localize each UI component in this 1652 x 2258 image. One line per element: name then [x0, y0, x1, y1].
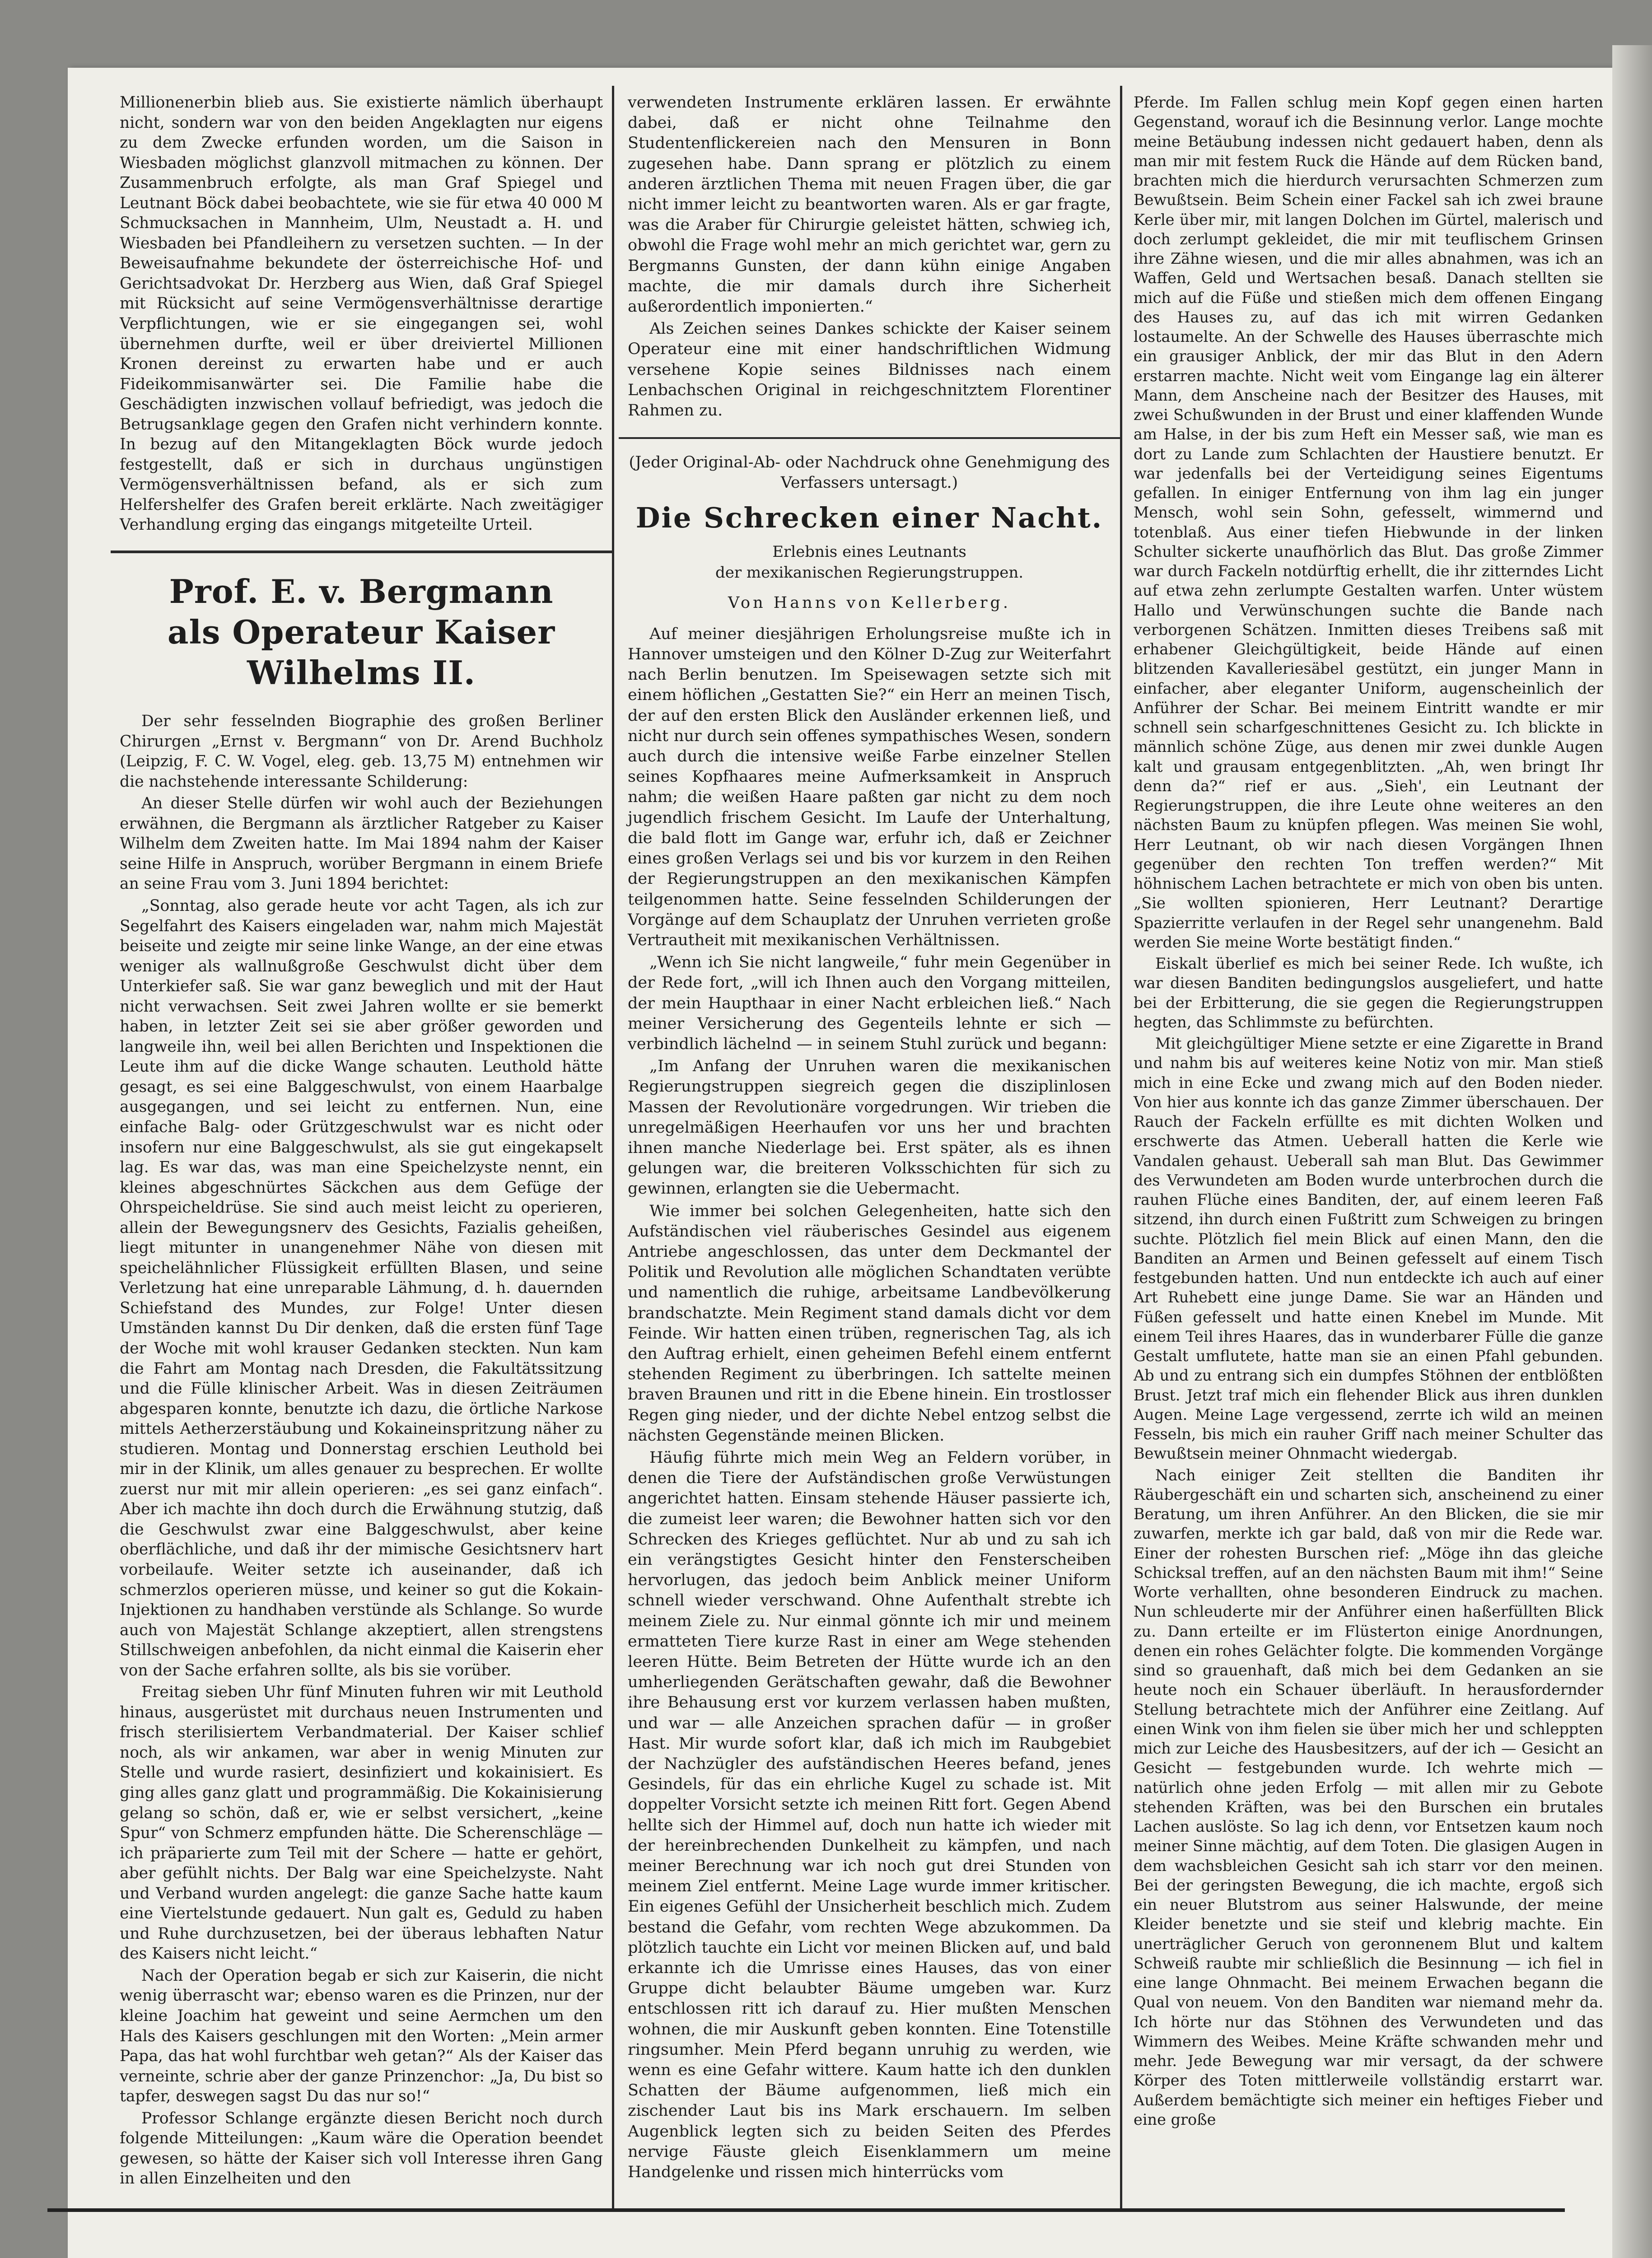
story-paragraph: Mit gleichgültiger Miene setzte er eine Zigarette in Brand und nahm bis auf weiteres keine Notiz von mir. Man stieß mich in eine Ecke und zwang mich auf den Boden nieder. Von hier aus konnte ich das ganze Zimmer überschauen. Der Rauch der Fackeln erfüllte es mit dichten Wolken und erschwerte das Atmen. Ueberall hatten die Kerle wie Vandalen gehaust. Ueberall sah man Blut. Das Gewimmer des Verwundeten am Boden wurde unterbrochen durch die rauhen Flüche eines Banditen, der, auf einem leeren Faß sitzend, ihn durch einen Fußtritt zum Schweigen zu bringen suchte. Plötzlich fiel mein Blick auf einen Mann, den die Banditen an Armen und Beinen gefesselt auf einem Tisch festgebunden hatten. Und nun entdeckte ich auch auf einer Art Ruhebett eine junge Dame. Sie war an Händen und Füßen gefesselt und hatte einen Knebel im Munde. Mit einem Teil ihres Haares, das in wunderbarer Fülle die ganze Gestalt umflutete, hatte man sie an einen Pfahl gebunden. Ab und zu entrang sich ein dumpfes Stöhnen der entblößten Brust. Jetzt traf mich ein flehender Blick aus ihren dunklen Augen. Meine Lage vergessend, zerrte ich wild an meinen Fesseln, bis mich ein rauher Griff nach meiner Schulter das Bewußtsein meiner Ohnmacht wiedergab.	[1134, 1035, 1603, 1463]
article-continuation: verwendeten Instrumente erklären lassen. Er erwähnte dabei, daß er nicht ohne Teilnahme den Studentenflickereien nach den Mensuren in Bonn zugesehen habe. Dann sprang er plötzlich zu einem anderen ärztlichen Thema mit neuen Fragen über, die gar nicht immer leicht zu beantworten waren. Als er gar fragte, was die Araber für Chirurgie geleistet hätten, schwieg ich, obwohl die Frage wohl mehr an mich gerichtet war, gern zu Bergmanns Gunsten, der dann kühn einige Angaben machte, die mir damals durch ihre Sicherheit außerordentlich imponierten.“	[628, 93, 1111, 316]
headline-line-1: Prof. E. v. Bergmann	[169, 572, 554, 611]
column-1	[120, 93, 603, 2191]
article-paragraph: „Sonntag, also gerade heute vor acht Tagen, als ich zur Segelfahrt des Kaisers eingeladen war, nahm mich Majestät beiseite und zeigte mir seine linke Wange, an der eine etwas weniger als wallnußgroße Geschwulst dicht über dem Unterkiefer saß. Sie war ganz beweglich und mit der Haut nicht verwachsen. Seit zwei Jahren wollte er sie bemerkt haben, in letzter Zeit sei sie aber größer geworden und langweile ihn, weil bei allen Berichten und Inspektionen die Leute ihm auf die dicke Wange schauten. Leuthold hätte gesagt, es sei eine Balggeschwulst, von einem Haarbalge ausgegangen, und sei leicht zu entfernen. Nun, eine einfache Balg- oder Grützgeschwulst war es nicht oder insofern nur eine Balggeschwulst, als sie gut eingekapselt lag. Es war das, was man eine Speichelzyste nennt, ein kleines abgeschnürtes Säckchen aus dem Gefüge der Ohrspeicheldrüse. Sie sind auch meist leicht zu operieren, allein der Bewegungsnerv des Gesichts, Fazialis geheißen, liegt mitunter in unangenehmer Nähe von diesen mit speichelähnlicher Flüssigkeit erfüllten Blasen, und seine Verletzung hat eine unreparable Lähmung, d. h. dauernden Schiefstand des Mundes, zur Folge! Unter diesen Umständen kannst Du Dir denken, daß die ersten fünf Tage der Woche mit wohl krauser Gedanken steckten. Nun kam die Fahrt am Montag nach Dresden, die Fakultätssitzung und die Fülle klinischer Arbeit. Was in diesen Zeiträumen abgesparen konnte, benutzte ich dazu, die örtliche Narkose mittels Aetherzerstäubung und Kokaineinspritzung näher zu studieren. Montag und Donnerstag erschien Leuthold bei mir in der Klinik, um alles genauer zu besprechen. Er wollte zuerst nur mit mir allein operieren: „es sei ganz einfach“. Aber ich machte ihn doch durch die Erwähnung stutzig, daß die Geschwulst zwar eine Balggeschwulst, aber keine oberflächliche, und daß ihr der mimische Gesichtsnerv hart vorbeilaufe. Weiter setzte ich auseinander, daß ich schmerzlos operieren müsse, und keiner so gut die Kokain-Injektionen zu handhaben verstünde als Schlange. So wurde auch von Majestät Schlange akzeptiert, allen strengstens Stillschweigen anbefohlen, da nicht einmal die Kaiserin eher von der Sache erfahren sollte, als bis sie vorüber.	[120, 896, 603, 1680]
bottom-rule	[47, 2208, 1565, 2212]
reprint-note: (Jeder Original-Ab- oder Nachdruck ohne Genehmigung des Verfassers untersagt.)	[629, 453, 1110, 492]
story-paragraph: Nach einiger Zeit stellten die Banditen ihr Räubergeschäft ein und scharten sich, anscheinend zu einer Beratung, um ihren Anführer. An den Blicken, die sie mir zuwarfen, merkte ich gar bald, daß von mir die Rede war. Einer der rohesten Burschen rief: „Möge ihn das gleiche Schicksal treffen, auf an den nächsten Baum mit ihm!“ Seine Worte verhallten, ohne besonderen Eindruck zu machen. Nun schleuderte mir der Anführer einen haßerfüllten Blick zu. Dann erteilte er im Flüsterton einige Anordnungen, denen ein rohes Gelächter folgte. Die kommenden Vorgänge sind so grauenhaft, daß mich bei dem Gedanken an sie heute noch ein Schauer überläuft. In herausfordernder Stellung betrachtete mich der Anführer eine Zeitlang. Auf einen Wink von ihm fielen sie über mich her und schleppten mich zur Leiche des Hausbesitzers, auf der ich — Gesicht an Gesicht — festgebunden wurde. Ich wehrte mich — natürlich ohne jeden Erfolg — mit allen mir zu Gebote stehenden Kräften, was bei den Burschen ein brutales Lachen auslöste. So lag ich denn, vor Entsetzen kaum noch meiner Sinne mächtig, auf dem Toten. Die glasigen Augen in dem wachsbleichen Gesicht sah ich starr vor den meinen. Bei der geringsten Bewegung, die ich machte, ergoß sich ein neuer Blutstrom aus seiner Halswunde, der meine Kleider benetzte und sie steif und klebrig machte. Ein unerträglicher Geruch von geronnenem Blut und kaltem Schweiß raubte mir schließlich die Besinnung — ich fiel in eine lange Ohnmacht. Bei meinem Erwachen begann die Qual von neuem. Von den Banditen war niemand mehr da. Ich hörte nur das Stöhnen des Verwundeten und das Wimmern des Weibes. Meine Kräfte schwanden mehr und mehr. Jede Bewegung war mir versagt, da der schwere Körper des Toten mittlerweile vollständig erstarrt war. Außerdem bemächtigte sich meiner ein heftiges Fieber und eine große	[1134, 1466, 1603, 2128]
article-continuation: Millionenerbin blieb aus. Sie existierte nämlich überhaupt nicht, sondern war von den beiden Angeklagten nur eigens zu dem Zwecke erfunden worden, um die Saison in Wiesbaden möglichst glanzvoll mitmachen zu können. Der Zusammenbruch erfolgte, als man Graf Spiegel und Leutnant Böck dabei beobachtete, wie sie für etwa 40 000 M Schmucksachen in Mannheim, Ulm, Neustadt a. H. und Wiesbaden bei Pfandleihern zu versetzen suchten. — In der Beweisaufnahme bekundete der österreichische Hof- und Gerichtsadvokat Dr. Herzberg aus Wien, daß Graf Spiegel mit Rücksicht auf seine Vermögensverhältnisse derartige Verpflichtungen, wie er sie eingegangen sei, wohl übernehmen durfte, weil er über dreiviertel Millionen Kronen dereinst zu erwarten habe und er auch Fideikommisanwärter sei. Die Familie habe die Geschädigten inzwischen vollauf befriedigt, was jedoch die Betrugsanklage gegen den Grafen nicht verhindern konnte. In bezug auf den Mitangeklagten Böck wurde jedoch festgestellt, daß er sich in durchaus ungünstigen Vermögensverhältnissen befand, als er sich zum Helfershelfer des Grafen bereit erklärte. Nach zweitägiger Verhandlung erging das eingangs mitgeteilte Urteil.	[120, 93, 603, 534]
article-paragraph: Professor Schlange ergänzte diesen Bericht noch durch folgende Mitteilungen: „Kaum wäre die Operation beendet gewesen, so hätte der Kaiser sich voll Interesse ihren Gang in allen Einzelheiten und den	[120, 2109, 603, 2188]
story-paragraph: „Im Anfang der Unruhen waren die mexikanischen Regierungstruppen siegreich gegen die disziplinlosen Massen der Revolutionäre vorgedrungen. Wir trieben die unregelmäßigen Heerhaufen vor uns her und brachten ihnen manche Niederlage bei. Erst später, als es ihnen gelungen war, die breiteren Volksschichten für sich zu gewinnen, erlangten sie die Uebermacht.	[628, 1057, 1111, 1198]
article-paragraph: Der sehr fesselnden Biographie des großen Berliner Chirurgen „Ernst v. Bergmann“ von Dr. Arend Buchholz (Leipzig, F. C. W. Vogel, eleg. geb. 13,75 M) entnehmen wir die nachstehende interessante Schilderung:	[120, 712, 603, 791]
story-paragraph: Häufig führte mich mein Weg an Feldern vorüber, in denen die Tiere der Aufständischen große Verwüstungen angerichtet hatten. Einsam stehende Häuser passierte ich, die zumeist leer waren; die Bewohner hatten sich vor den Schrecken des Krieges geflüchtet. Nur ab und zu sah ich ein verängstigtes Gesicht hinter den Fensterscheiben hervorlugen, das jedoch beim Anblick meiner Uniform schnell wieder verschwand. Ohne Aufenthalt strebte ich meinem Ziele zu. Nur einmal gönnte ich mir und meinem ermatteten Tiere kurze Rast in einer am Wege stehenden leeren Hütte. Beim Betreten der Hütte wurde ich an den umherliegenden Gerätschaften gewahr, daß die Bewohner ihre Behausung erst vor kurzem verlassen haben mußten, und war — alle Anzeichen sprachen dafür — in großer Hast. Mir wurde sofort klar, daß ich mich im Raubgebiet der Nachzügler des aufständischen Heeres befand, jenes Gesindels, für das ein ehrliche Kugel zu schade ist. Mit doppelter Vorsicht setzte ich meinen Ritt fort. Gegen Abend hellte sich der Himmel auf, doch nun hatte ich wieder mit der hereinbrechenden Dunkelheit zu kämpfen, und nach meiner Berechnung war ich noch gut drei Stunden von meinem Ziel entfernt. Meine Lage wurde immer kritischer. Ein eigenes Gefühl der Unsicherheit beschlich mich. Zudem bestand die Gefahr, vom rechten Wege abzukommen. Da plötzlich tauchte ein Licht vor meinen Blicken auf, und bald erkannte ich die Umrisse eines Hauses, das von einer Gruppe dicht belaubter Bäume umgeben war. Kurz entschlossen ritt ich darauf zu. Hier mußten Menschen wohnen, die mir Auskunft geben konnten. Eine Totenstille ringsumher. Mein Pferd begann unruhig zu werden, wie wenn es eine Gefahr wittere. Kaum hatte ich den dunklen Schatten der Bäume aufgenommen, ließ mich ein zischender Laut bis ins Mark erschauern. Im selben Augenblick legten sich zu beiden Seiten des Pferdes nervige Fäuste gleich Eisenklammern um meine Handgelenke und rissen mich hinterrücks vom	[628, 1448, 1111, 2182]
headline	[120, 571, 603, 693]
story-paragraph: „Wenn ich Sie nicht langweile,“ fuhr mein Gegenüber in der Rede fort, „will ich Ihnen auch den Vorgang mitteilen, der mein Haupthaar in einer Nacht erbleichen ließ.“ Nach meiner Versicherung des Gegenteils lehnte er sich — verbindlich lächelnd — in seinem Stuhl zurück und begann:	[628, 953, 1111, 1053]
article-paragraph: Als Zeichen seines Dankes schickte der Kaiser seinem Operateur eine mit einer handschriftlichen Widmung versehene Kopie seines Bildnisses nach einem Lenbachschen Original in reichgeschnitztem Florentiner Rahmen zu.	[628, 320, 1111, 420]
column-3	[1134, 93, 1603, 2131]
story-continuation: Pferde. Im Fallen schlug mein Kopf gegen einen harten Gegenstand, worauf ich die Besinnung verlor. Lange mochte meine Betäubung indessen nicht gedauert haben, denn als man mir mit festem Ruck die Hände auf dem Rücken band, brachten mich die hierdurch verursachten Schmerzen zum Bewußtsein. Beim Schein einer Fackel sah ich zwei braune Kerle über mir, mit langen Dolchen im Gürtel, malerisch und doch zerlumpt gekleidet, die mir mit teuflischem Grinsen ihre Zähne wiesen, und die mir alles abnahmen, was ich an Waffen, Geld und Wertsachen besaß. Danach stellten sie mich auf die Füße und stießen mich dem offenen Eingang des Hauses zu, auf das ich mit wirren Gedanken lostaumelte. An der Schwelle des Hauses überraschte mich ein grausiger Anblick, der mir das Blut in den Adern erstarren machte. Nicht weit vom Eingange lag ein älterer Mann, dem Anscheine nach der Besitzer des Hauses, mit zwei Schußwunden in der Brust und einer klaffenden Wunde am Halse, in der bis zum Heft ein Messer saß, wie man es dort zu Lande zum Schlachten der Haustiere benutzt. Er war jedenfalls bei der Verteidigung seines Eigentums gefallen. In einiger Entfernung von ihm lag ein junger Mensch, wohl sein Sohn, gefesselt, wimmernd und totenblaß. Aus einer tiefen Hiebwunde in der linken Schulter sickerte unaufhörlich das Blut. Das große Zimmer war durch Fackeln notdürftig erhellt, die ihr zitterndes Licht auf etwa zehn zerlumpte Gestalten warfen. Unter wüstem Hallo und Verwünschungen suchte die Bande nach verborgenen Schätzen. Inmitten dieses Treibens saß mit erhabener Gleichgültigkeit, beide Hände auf einen blitzenden Kavalleriesäbel gestützt, ein junger Mann in einfacher, aber eleganter Uniform, augenscheinlich der Anführer der Schar. Bei meinem Eintritt wandte er mir schnell sein scharfgeschnittenes Gesicht zu. Ich blickte in männlich schöne Züge, aus denen mir zwei dunkle Augen kalt und grausam entgegenblitzten. „Ah, wen bringt Ihr denn da?“ rief er aus. „Sieh', ein Leutnant der Regierungstruppen, die ihre Leute ohne weiteres an den nächsten Baum zu knüpfen pflegen. Was meinen Sie wohl, Herr Leutnant, ob wir nach diesen Vorgängen Ihnen gegenüber den rechten Ton treffen werden?“ Mit höhnischem Lachen betrachtete er mich von oben bis unten. „Sie wollten spionieren, Herr Leutnant? Derartige Spazierritte verlaufen in der Regel sehr unangenehm. Bald werden Sie meine Worte bestätigt finden.“	[1134, 93, 1603, 951]
section-divider	[619, 437, 1120, 439]
article-paragraph: Nach der Operation begab er sich zur Kaiserin, die nicht wenig überrascht war; ebenso waren es die Prinzen, nur der kleine Joachim hat geweint und seine Aermchen um den Hals des Kaisers geschlungen mit den Worten: „Mein armer Papa, das hat wohl furchtbar weh getan?“ Als der Kaiser das verneinte, schrie aber der ganze Prinzenchor: „Ja, Du bist so tapfer, deswegen sagst Du das nur so!“	[120, 1966, 603, 2106]
column-rule-1	[612, 86, 614, 2208]
story-paragraph: Wie immer bei solchen Gelegenheiten, hatte sich den Aufständischen viel räuberisches Gesindel aus eigenem Antriebe angeschlossen, das unter dem Deckmantel der Politik und Revolution alle möglichen Schandtaten verübte und namentlich die ruhige, arbeitsame Landbevölkerung brandschatzte. Mein Regiment stand damals dicht vor dem Feinde. Wir hatten einen trüben, regnerischen Tag, als ich den Auftrag erhielt, einen geheimen Befehl einem entfernt stehenden Regiment zu überbringen. Ich sattelte meinen braven Braunen und ritt in die Ebene hinein. Ein trostlosser Regen ging nieder, und der dichte Nebel entzog selbst die nächsten Gegenstände meinen Blicken.	[628, 1202, 1111, 1445]
story-subtitle-2: der mexikanischen Regierungstruppen.	[715, 563, 1024, 582]
section-divider	[111, 551, 612, 553]
story-subtitle-1: Erlebnis eines Leutnants	[772, 542, 966, 561]
article-paragraph: An dieser Stelle dürfen wir wohl auch der Beziehungen erwähnen, die Bergmann als ärztlicher Ratgeber zu Kaiser Wilhelm dem Zweiten hatte. Im Mai 1894 nahm der Kaiser seine Hilfe in Anspruch, worüber Bergmann in einem Briefe an seine Frau vom 3. Juni 1894 berichtet:	[120, 794, 603, 893]
next-page-edge	[1612, 45, 1652, 2258]
headline-line-2: als Operateur Kaiser Wilhelms II.	[167, 613, 555, 692]
column-rule-2	[1120, 86, 1122, 2208]
story-paragraph: Eiskalt überlief es mich bei seiner Rede. Ich wußte, ich war diesen Banditen bedingungslos ausgeliefert, und hatte bei der Erbitterung, die sie gegen die Regierungstruppen hegten, das Schlimmste zu befürchten.	[1134, 955, 1603, 1031]
story-paragraph: Auf meiner diesjährigen Erholungsreise mußte ich in Hannover umsteigen und den Kölner D-Zug zur Weiterfahrt nach Berlin benutzen. Im Speisewagen setzte sich mit einem höflichen „Gestatten Sie?“ ein Herr an meinen Tisch, der auf den ersten Blick den Ausländer erkennen ließ, und nicht nur durch sein offenes sympathisches Wesen, sondern auch durch die intensive weiße Farbe einzelner Stellen seines Kopfhaares meine Aufmerksamkeit in Anspruch nahm; die weißen Haare paßten gar nicht zu dem noch jugendlich frischem Gesicht. Im Laufe der Unterhaltung, die bald flott im Gange war, erfuhr ich, daß er Zeichner eines großen Verlags sei und bis vor kurzem in den Reihen der Regierungstruppen an den mexikanischen Kämpfen teilgenommen hatte. Seine fesselnden Schilderungen der Vorgänge auf dem Schauplatz der Unruhen verrieten große Vertrautheit mit mexikanischen Verhältnissen.	[628, 625, 1111, 949]
story-title: Die Schrecken einer Nacht.	[635, 501, 1103, 534]
byline: Von Hanns von Kellerberg.	[728, 593, 1011, 612]
article-paragraph: Freitag sieben Uhr fünf Minuten fuhren wir mit Leuthold hinaus, ausgerüstet mit durchaus neuen Instrumenten und frisch sterilisiertem Verbandmaterial. Der Kaiser schlief noch, als wir ankamen, war aber in wenig Minuten zur Stelle und wurde rasiert, desinfiziert und kokainisiert. Es ging alles ganz glatt und programmäßig. Die Kokainisierung gelang so schön, daß er, wie er selbst versichert, „keine Spur“ von Schmerz empfunden hätte. Die Scherenschläge — ich präparierte zum Teil mit der Schere — hatte er gehört, aber gefühlt nichts. Der Balg war eine Speichelzyste. Naht und Verband wurden angelegt: die ganze Sache hatte kaum eine Viertelstunde gedauert. Nun galt es, Geduld zu haben und Ruhe durchzusetzen, bei der überaus lebhaften Natur des Kaisers nicht leicht.“	[120, 1683, 603, 1963]
column-2	[628, 93, 1111, 2184]
